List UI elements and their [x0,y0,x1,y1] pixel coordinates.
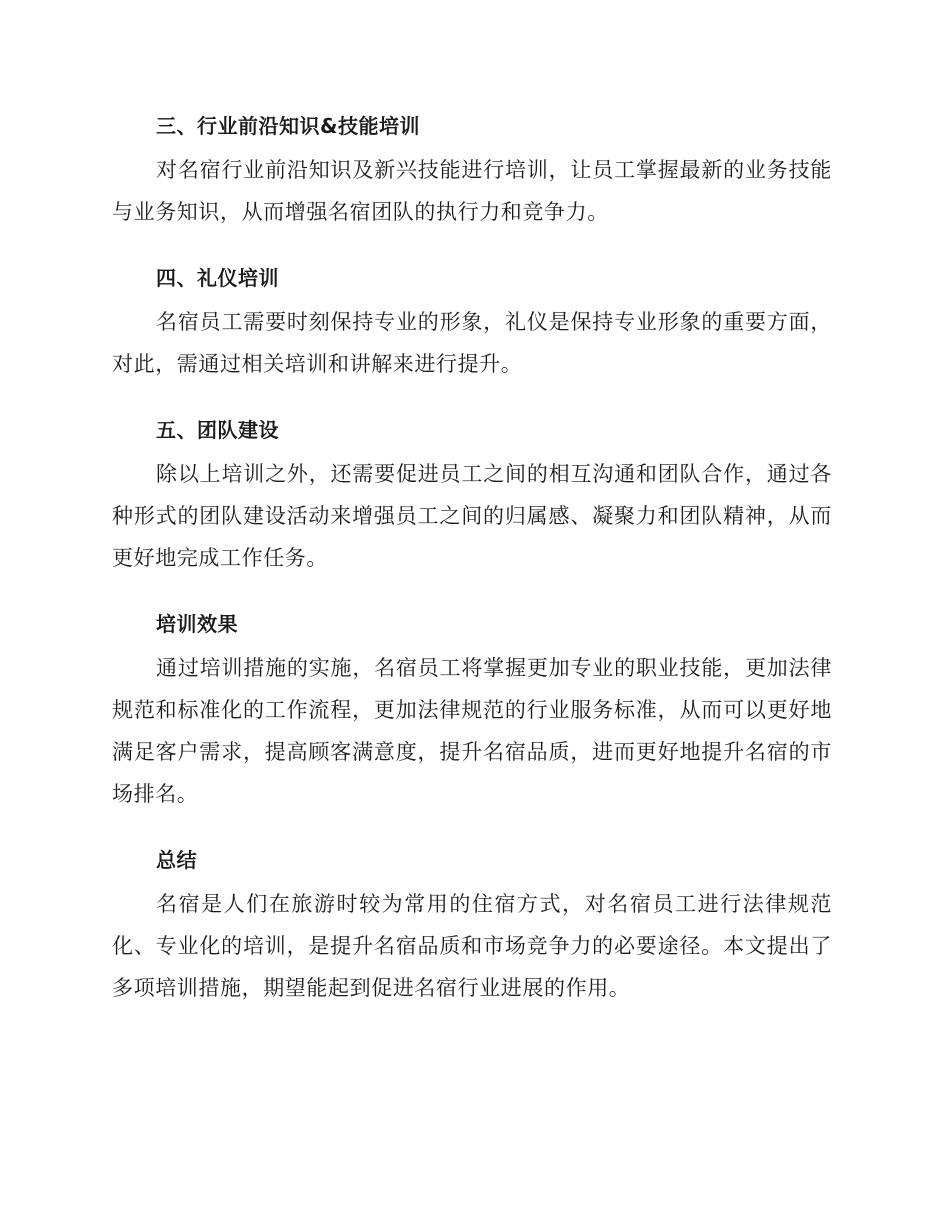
section-paragraph-team-building: 除以上培训之外，还需要促进员工之间的相互沟通和团队合作，通过各种形式的团队建设活动来增强员工之间的归属感、凝聚力和团队精神，从而更好地完成工作任务。 [112,462,832,570]
section-heading-summary: 总结 [156,848,197,872]
section-paragraph-etiquette-training: 名宿员工需要时刻保持专业的形象，礼仪是保持专业形象的重要方面，对此，需通过相关培训和讲解来进行提升。 [112,310,832,376]
section-paragraph-summary: 名宿是人们在旅游时较为常用的住宿方式，对名宿员工进行法律规范化、专业化的培训，是提升名宿品质和市场竞争力的必要途径。本文提出了多项培训措施，期望能起到促进名宿行业进展的作用。 [112,892,832,1000]
section-paragraph-frontier-training: 对名宿行业前沿知识及新兴技能进行培训，让员工掌握最新的业务技能与业务知识，从而增强名宿团队的执行力和竞争力。 [112,158,832,224]
section-heading-etiquette-training: 四、礼仪培训 [156,266,279,290]
section-paragraph-training-effect: 通过培训措施的实施，名宿员工将掌握更加专业的职业技能，更加法律规范和标准化的工作流程，更加法律规范的行业服务标准，从而可以更好地满足客户需求，提高顾客满意度，提升名宿品质，进而更好地提升名宿的市场排名。 [112,656,832,806]
section-heading-team-building: 五、团队建设 [156,418,279,442]
document-body [112,105,832,1033]
section-heading-training-effect: 培训效果 [156,612,238,636]
section-heading-frontier-training: 三、行业前沿知识&技能培训 [156,114,420,138]
